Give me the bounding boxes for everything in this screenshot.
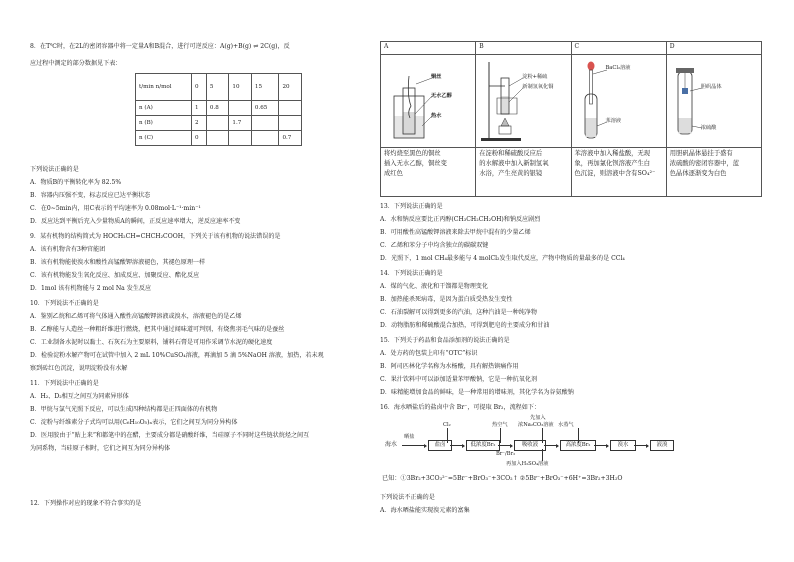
table-row	[136, 74, 302, 101]
lab-header-b: B	[476, 42, 571, 55]
q15-option-c: C．果汁饮料中可以添加适量苯甲酸钠，它是一种抗氧化剂	[380, 376, 538, 383]
lab-text-a	[381, 148, 476, 197]
arrow-icon	[447, 428, 448, 443]
bromine-extraction-flowchart	[380, 415, 768, 480]
table-row	[136, 101, 302, 116]
lab-text-c	[571, 148, 666, 197]
label-bacl2: BaCl₂溶液	[605, 65, 631, 71]
flow-na2co3: 浓Na₂CO₃溶液	[518, 422, 554, 428]
flow-box-brine: 盐卤	[428, 440, 452, 451]
q15-option-d: D．味精能增加食品的鲜味，是一种常用的增味剂，其化学名为谷氨酸钠	[380, 389, 574, 396]
table-cell: 2	[191, 116, 206, 131]
lab-figure-c	[571, 55, 666, 148]
q10-stem: 10．下列说法不正确的是	[30, 300, 99, 307]
table-row	[136, 131, 302, 146]
q13-option-a: A．水和钠反应要比正丙醇(CH₃CH₂CH₂OH)和钠反应剧烈	[380, 216, 541, 223]
q8-ask: 下列说法正确的是	[30, 166, 79, 173]
flow-step-label: 晒盐	[404, 434, 415, 440]
table-header-cell: 15	[251, 74, 279, 101]
table-cell: 0	[191, 131, 206, 146]
table-row	[381, 42, 762, 55]
q10-option-d: D．检验淀粉水解产物可在试管中加入 2 mL 10%CuSO₄溶液，再滴加 5 滴 5%NaOH 溶液，加热，若未观	[30, 352, 324, 359]
lab-header-c: C	[571, 42, 666, 55]
table-cell	[251, 131, 279, 146]
table-cell: 1	[191, 101, 206, 116]
q9-option-a: A．该有机物含有3种官能团	[30, 246, 106, 253]
lab-figure-d	[666, 55, 761, 148]
table-row	[136, 116, 302, 131]
lab-text-b	[476, 148, 571, 197]
lab-text-line: 将灼烧至黑色的铜丝	[384, 150, 441, 158]
lab-text-line: 苯溶液中加入稀盐酸，无现	[574, 150, 651, 158]
lab-text-line: 插入无水乙醇，铜丝变	[384, 159, 447, 167]
lab-figure-b	[476, 55, 571, 148]
q11-option-c: C．淀粉与纤维素分子式均可以用(C₆H₁₀O₅)ₙ表示，它们之间互为同分异构体	[30, 419, 238, 426]
arrow-icon	[500, 428, 501, 443]
arrow-icon	[498, 445, 512, 446]
q16-ask: 下列说法不正确的是	[380, 494, 435, 501]
label-conc-h2so4: 浓硫酸	[700, 125, 717, 131]
lab-text-line: 色沉淀，则溶液中含有SO₄²⁻	[574, 169, 656, 177]
label-ethanol: 无水乙醇	[431, 93, 452, 99]
arrow-icon	[634, 445, 648, 446]
lab-header-d: D	[666, 42, 761, 55]
q11-option-d: D．医用胶由于“贴上来”和都笔中的在醋，主要成分都是硝酸纤维，当硅原子不同时这些链状烷烃之间互	[30, 432, 310, 439]
lab-figure-a	[381, 55, 476, 148]
starch-hydrolysis-apparatus	[479, 56, 567, 144]
q16-option-a: A．海水晒盐能实现溴元素的富集	[380, 507, 470, 514]
label-benzene-solution: 苯溶液	[605, 118, 622, 124]
flow-box-high-br2: 高浓度Br₂	[560, 440, 596, 451]
q15-option-b: B．阿司匹林化学名称为水杨酸，具有解热镇痛作用	[380, 363, 519, 370]
table-cell	[279, 101, 302, 116]
flow-box-bromine-water: 溴水	[610, 440, 636, 451]
q15-option-a: A．处方药的包装上印有“OTC”标识	[380, 350, 478, 357]
flow-vapor: 水蒸气	[558, 422, 574, 428]
label-blue-vitriol: 胆矾晶体	[700, 84, 722, 90]
flow-acid: 再加入H₂SO₄溶液	[506, 461, 549, 467]
flow-box-absorbent: 吸收液	[514, 440, 546, 451]
flow-cl2: Cl₂	[443, 422, 451, 428]
arrow-icon	[578, 428, 579, 443]
lab-header-a: A	[381, 42, 476, 55]
q13-stem: 13．下列说法正确的是	[380, 203, 443, 210]
q8-option-c: C．在0~5min内，用C表示的平均速率为 0.08mol·L⁻¹·min⁻¹	[30, 205, 201, 212]
flow-br-label: Br⁻/Br₂	[496, 451, 516, 457]
q10-option-a: A．鉴别乙烷和乙烯可将气体通入酸性高锰酸钾溶液或溴水，溶液褪色的是乙烯	[30, 313, 242, 320]
q16-stem: 16．海水晒盐后的盐卤中含 Br⁻，可提取 Br₂，流程如下：	[380, 404, 541, 411]
table-cell	[206, 116, 229, 131]
q9-option-c: C．该有机物能发生氧化反应、加成反应、加聚反应、酯化反应	[30, 272, 200, 279]
q13-option-c: C．乙烯和苯分子中均含独立的碳碳双键	[380, 242, 489, 249]
lab-text-line: 的水解液中加入新制氢氧	[479, 159, 549, 167]
q8-data-table	[135, 73, 302, 146]
q12-stem: 12．下列操作对应的现象不符合事实的是	[30, 500, 142, 507]
table-cell: 0.7	[279, 131, 302, 146]
q14-option-a: A．煤的气化、液化和干馏都是物理变化	[380, 283, 488, 290]
table-cell: n (C)	[136, 131, 192, 146]
table-cell	[251, 116, 279, 131]
lab-text-line: 象，再加氯化钡溶液产生白	[574, 159, 651, 167]
q15-stem: 15．下列关于药品和食品添加剂的说法正确的是	[380, 337, 510, 344]
q11-option-b: B．甲烷与氯气光照下反应，可以生成四种结构都是正四面体的有机物	[30, 406, 218, 413]
flow-first-add: 先加入	[530, 415, 546, 421]
q10-option-b: B．乙醇能与人造丝一种粗纤维进行燃烧，把其中通过闻味道可判别，有烧焦羽毛气味的是蚕丝	[30, 326, 285, 333]
q14-option-d: D．动物脂肪和稀硫酸混合加热，可得到肥皂的主要成分和甘油	[380, 322, 550, 329]
arrow-icon	[544, 445, 558, 446]
q8-option-d: D．反应达到平衡后充入少量物质A的瞬间，正反应速率增大，逆反应速率不变	[30, 218, 241, 225]
table-header-cell: 10	[229, 74, 252, 101]
lab-text-line: 用胆矾晶体悬挂于盛有	[669, 150, 733, 158]
lab-table	[380, 41, 762, 197]
table-header-cell: 5	[206, 74, 229, 101]
q11-stem: 11．下列说法中正确的是	[30, 380, 99, 387]
table-header-cell: 0	[191, 74, 206, 101]
label-starch: 淀粉+稀硫	[522, 74, 548, 80]
table-cell: n (B)	[136, 116, 192, 131]
q14-option-c: C．石油裂解可以得到更多的汽油，这种汽油是一种纯净物	[380, 309, 538, 316]
table-cell	[229, 101, 252, 116]
copper-wire-ethanol-diagram	[384, 56, 472, 144]
label-hot-water: 热水	[431, 113, 442, 119]
q14-stem: 14．下列说法正确的是	[380, 270, 443, 277]
label-copper-wire: 铜丝	[431, 74, 442, 80]
table-header-cell: 20	[279, 74, 302, 101]
q13-option-b: B．可用酸性高锰酸钾溶液来除去甲烷中混有的少量乙烯	[380, 229, 531, 236]
q8-stem-line1: 8．在T℃时，在2L的密闭容器中将一定量A和B混合，进行可逆反应：A(g)+B(g) ⇌ 2C(g)，反	[30, 43, 290, 50]
lab-text-line: 在淀粉和稀硫酸反应后	[479, 150, 543, 158]
flow-box-low-br2: 低浓度Br₂	[466, 440, 500, 451]
flow-box-liquid-bromine: 液溴	[650, 440, 674, 451]
lab-text-line: 成红色	[384, 169, 403, 177]
q11-option-a: A．H₂、D₂相互之间互为同素异形体	[30, 393, 129, 400]
arrow-icon	[542, 428, 543, 443]
q10-option-c: C．工业制备水泥时以黏土、石灰石为主要原料，铺料石膏是可用作采调节水泥的硬化速度	[30, 339, 273, 346]
table-cell: 0.65	[251, 101, 279, 116]
q11-option-d-cont: 为同系物，当硅原子相时，它们之间互为同分异构体	[30, 445, 171, 452]
q10-option-d-cont: 察到砖红色沉淀，说明淀粉没有水解	[30, 365, 128, 372]
arrow-icon	[402, 445, 426, 446]
q8-option-b: B．容器内压强不变，标志反应已达平衡状态	[30, 192, 151, 199]
lab-text-d	[666, 148, 761, 197]
q8-option-a: A．物质B的平衡转化率为 82.5%	[30, 179, 122, 186]
q9-option-d: D．1mol 该有机物能与 2 mol Na 发生反应	[30, 285, 152, 292]
arrow-icon	[450, 445, 464, 446]
flow-hot-air: 热空气	[492, 422, 508, 428]
table-cell: 0.8	[206, 101, 229, 116]
q13-option-d: D．光照下，1 mol CH₄最多能与 4 molCl₂发生取代反应，产物中物质的量最多的是 CCl₄	[380, 255, 625, 262]
lab-text-line: 浓硫酸的密闭容器中，蓝	[669, 159, 740, 167]
flow-start: 海水	[385, 441, 398, 448]
q9-option-b: B．该有机物能使溴水和酸性高锰酸钾溶液褪色，其褪色原理一样	[30, 259, 206, 266]
table-cell	[229, 131, 252, 146]
table-cell: 1.7	[229, 116, 252, 131]
label-cu-oh2: 新制氢氧化铜	[522, 84, 554, 90]
table-row	[381, 55, 762, 148]
lab-text-line: 色晶体逐渐变为白色	[669, 169, 727, 177]
q9-stem: 9．某有机物的结构简式为 HOCH₂CH=CHCH₂COOH，下列关于该有机物的说法错误的是	[30, 233, 281, 240]
q14-option-b: B．加热能杀死病毒，是因为蛋白质受热发生变性	[380, 296, 513, 303]
q16-known: 已知：①3Br₂+3CO₃²⁻=5Br⁻+BrO₃⁻+3CO₂↑ ②5Br⁻+BrO₃⁻+6H⁺=3Br₂+3H₂O	[382, 475, 623, 482]
table-header-cell: t/min n/mol	[136, 74, 192, 101]
table-row	[381, 148, 762, 197]
table-cell	[279, 116, 302, 131]
arrow-icon	[594, 445, 608, 446]
arrow-icon	[542, 449, 543, 461]
q8-stem-line2: 应过程中测定的部分数据见下表：	[30, 60, 122, 67]
table-cell	[206, 131, 229, 146]
table-cell: n (A)	[136, 101, 192, 116]
lab-text-line: 水浴，产生亮黄的银镜	[479, 169, 543, 177]
